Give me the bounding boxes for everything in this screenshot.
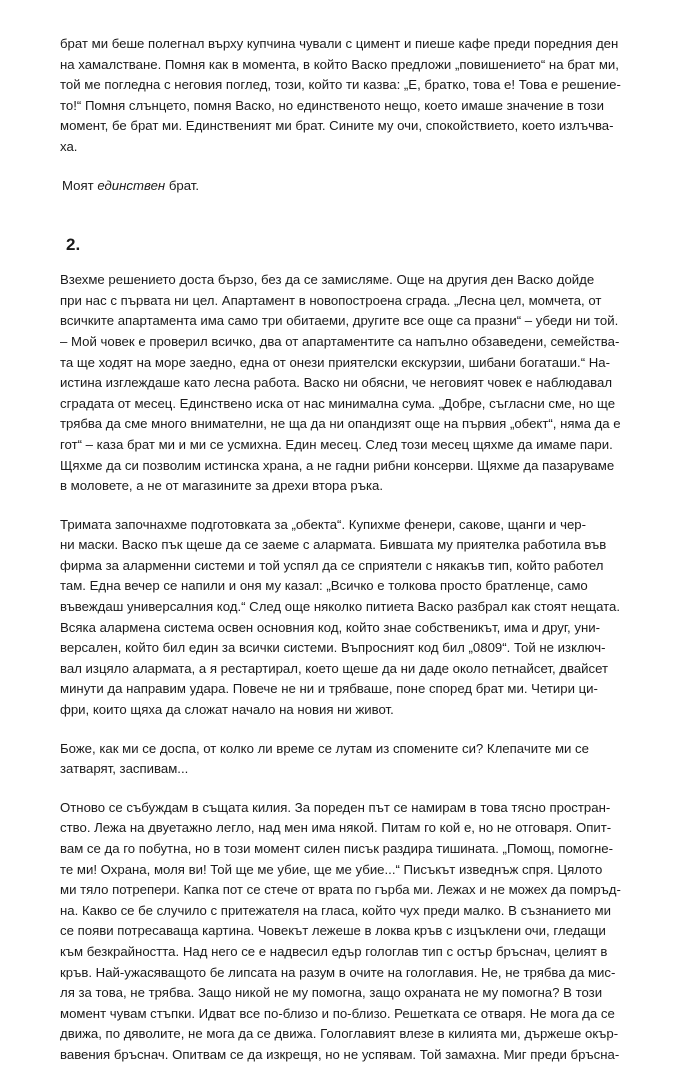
text-line: момент чувам стъпки. Идват все по-близо и по-близо. Решетката се отваря. Не мога да се [60,1005,615,1021]
text-line: затварят, заспивам... [60,761,189,777]
text-line: вал изцяло алармата, а я рестартирал, което щеше да ни даде около петнайсет, двайсет [60,660,609,676]
text-line: в моловете, а не от магазините за дрехи втора ръка. [60,478,384,494]
text-line: те ми! Охрана, моля ви! Той ще ме убие, ще ме убие...“ Писъкът изведнъж спря. Цялото [60,861,603,877]
paragraph-brother-coffee [60,34,648,158]
text-line: то!“ Помня слънцето, помня Васко, но единственото нещо, което имаше значение в този [60,97,604,113]
paragraph-falling-asleep [60,739,648,780]
text-line: Боже, как ми се доспа, от колко ли време се лутам из спомените си? Клепачите ми се [60,740,589,756]
text-line: Взехме решението доста бързо, без да се замисляме. Още на другия ден Васко дойде [60,272,595,288]
paragraph-preparation [60,515,648,721]
text-line: минути да направим удара. Повече не ни и трябваше, поне според брат ми. Четири ци- [60,681,598,697]
text-line: гот“ – каза брат ми и ми се усмихна. Един месец. След този месец щяхме да имаме пари. [60,436,613,452]
text-before: Моят [62,177,98,193]
text-line: – Мой човек е проверил всичко, два от апартаментите са напълно обзаведени, семейства- [60,333,620,349]
paragraph-only-brother [60,176,648,197]
text-line: всичките апартамента има само три обитаеми, другите все още са празни“ – убеди ни той. [60,313,619,329]
text-line: брат ми беше полегнал върху купчина чували с цимент и пиеше кафе преди поредния ден [60,36,619,51]
text-line: Щяхме да си позволим истинска храна, а не гадни рибни консерви. Щяхме да пазаруваме [60,457,615,473]
text-line: момент, бе брат ми. Единственият ми брат. Сините му очи, спокойствието, което излъчва- [60,118,614,134]
text-line: ство. Лежа на двуетажно легло, над мен има някой. Питам го кой е, но не отговаря. Опит- [60,820,612,836]
text-line: към безкрайността. Над него се е надвесил едър гологлав тип с остър бръснач, целият в [60,943,608,959]
text-line: истина изглеждаше като лесна работа. Васко ни обясни, че неговият човек е наблюдавал [60,375,613,391]
text-line: на. Какво се бе случило с притежателя на гласа, който чух преди малко. В съзнанието ми [60,902,611,918]
text-line: ха. [60,138,78,154]
text-line: ни маски. Васко пък щеше да се заеме с алармата. Бившата му приятелка работила във [60,537,607,553]
text-line: Всяка алармена система освен основния код, който знае собственикът, има и друг, уни- [60,619,601,635]
paragraph-first-target [60,270,648,497]
paragraph-cell [60,798,648,1066]
text-line: на хамалстване. Помня как в момента, в който Васко предложи „повишението“ на брат ми, [60,56,619,72]
text-line: вам се да го побутна, но в този момент силен писък раздира тишината. „Помощ, помогне- [60,841,614,856]
text-line: та ще ходят на море заедно, една от онези приятелски екскурзии, шибани богаташи.“ На- [60,354,611,370]
document-page [60,34,648,1066]
emphasized-word: единствен [97,177,166,193]
text-line: кръв. Най-ужасяващото бе липсата на разум в очите на гологлавия. Не, не трябва да мис- [60,964,616,980]
text-after: брат. [165,177,200,193]
text-line: вавения бръснач. Опитвам се да изкрещя, но не успявам. Той замахна. Миг преди бръсна- [60,1046,620,1062]
text-line: се появи потресаваща картина. Човекът лежеше в локва кръв с изцъклени очи, гледащи [60,923,606,939]
text-line [60,176,648,197]
text-line: Отново се събуждам в същата килия. За пореден път се намирам в това тясно простран- [60,799,611,815]
text-line: при нас с първата ни цел. Апартамент в новопостроена сграда. „Лесна цел, момчета, от [60,292,602,308]
text-line: ми тяло потрепери. Капка пот се стече от врата по гърба ми. Лежах и не можех да помръд- [60,882,621,898]
text-line: фри, които щяха да сложат начало на новия ни живот. [60,702,394,718]
chapter-heading: 2. [66,235,81,255]
text-line: фирма за аларменни системи и той успял да се сприятели с някакъв тип, който работел [60,557,604,573]
text-line: той ме погледна с неговия поглед, този, който ти казва: „Е, братко, това е! Това е решение- [60,77,621,93]
text-line: Тримата започнахме подготовката за „обекта“. Купихме фенери, сакове, щанги и чер- [60,516,587,532]
text-line: трябва да сме много внимателни, не ща да ни опандизят още на първия „обект“, няма да е [60,416,621,432]
text-line: там. Една вечер се напили и оня му казал: „Всичко е толкова просто братленце, само [60,578,588,594]
text-line: въвеждаш универсалния код.“ След още няколко питиета Васко разбрал как стоят нещата. [60,599,621,615]
text-line: движа, по дяволите, не мога да се движа. Гологлавият влезе в килията ми, държеше окър- [60,1026,619,1042]
text-line: сградата от месец. Единствено иска от нас минимална сума. „Добре, съгласни сме, но ще [60,395,616,411]
text-line: версален, който бил един за всички системи. Въпросният код бил „0809“. Той не изключ- [60,640,606,656]
text-line: ля за това, не трябва. Защо никой не му помогна, защо охраната не му помогна? В този [60,985,603,1001]
